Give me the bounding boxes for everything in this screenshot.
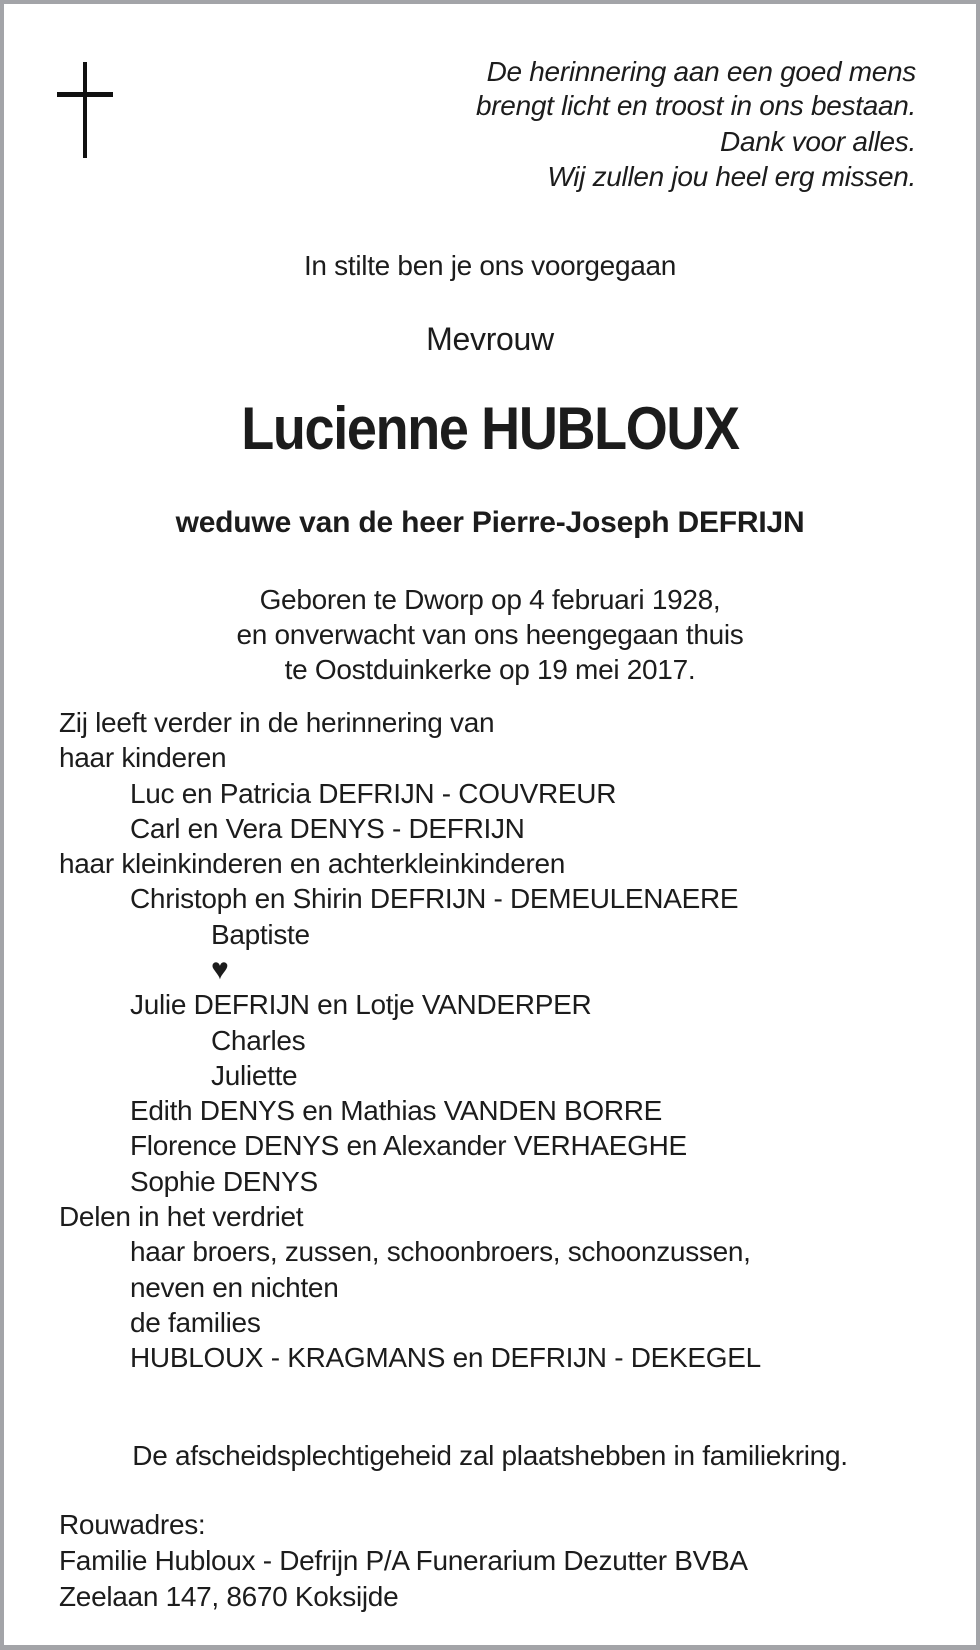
family-heading: haar kleinkinderen en achterkleinkinderen bbox=[59, 848, 566, 879]
address-label: Rouwadres: bbox=[59, 1509, 206, 1540]
family-member: haar broers, zussen, schoonbroers, schoonzussen, bbox=[130, 1236, 751, 1267]
intro-text: In stilte ben je ons voorgegaan bbox=[303, 250, 677, 281]
poem-line: brengt licht en troost in ons bestaan. bbox=[476, 90, 916, 121]
family-member: Sophie DENYS bbox=[130, 1166, 318, 1197]
birth-death-line: te Oostduinkerke op 19 mei 2017. bbox=[284, 654, 696, 685]
family-member: de families bbox=[130, 1307, 261, 1338]
salutation: Mevrouw bbox=[426, 321, 554, 357]
deceased-name: Lucienne HUBLOUX bbox=[241, 395, 739, 462]
address-line: Zeelaan 147, 8670 Koksijde bbox=[59, 1581, 399, 1612]
family-member: HUBLOUX - KRAGMANS en DEFRIJN - DEKEGEL bbox=[130, 1342, 761, 1373]
heart-icon: ♥ bbox=[211, 953, 229, 986]
family-member: Julie DEFRIJN en Lotje VANDERPER bbox=[130, 989, 592, 1020]
family-member: Baptiste bbox=[211, 919, 310, 950]
poem-line: De herinnering aan een goed mens bbox=[486, 56, 916, 87]
birth-death-line: Geboren te Dworp op 4 februari 1928, bbox=[259, 584, 721, 615]
ceremony-text: De afscheidsplechtigeheid zal plaatshebben in familiekring. bbox=[132, 1440, 848, 1471]
family-member: Christoph en Shirin DEFRIJN - DEMEULENAERE bbox=[130, 883, 739, 914]
family-heading: haar kinderen bbox=[59, 742, 227, 773]
family-heading: Zij leeft verder in de herinnering van bbox=[59, 707, 495, 738]
family-heading: Delen in het verdriet bbox=[59, 1201, 304, 1232]
widow-of: weduwe van de heer Pierre-Joseph DEFRIJN bbox=[175, 506, 805, 539]
poem-line: Dank voor alles. bbox=[720, 126, 916, 157]
family-member: Juliette bbox=[211, 1060, 298, 1091]
family-member: Charles bbox=[211, 1025, 306, 1056]
birth-death-line: en onverwacht van ons heengegaan thuis bbox=[236, 619, 744, 650]
cross-horizontal bbox=[57, 92, 113, 97]
family-member: neven en nichten bbox=[130, 1272, 339, 1303]
family-member: Luc en Patricia DEFRIJN - COUVREUR bbox=[130, 778, 617, 809]
family-member: Carl en Vera DENYS - DEFRIJN bbox=[130, 813, 525, 844]
poem-line: Wij zullen jou heel erg missen. bbox=[547, 161, 916, 192]
address-line: Familie Hubloux - Defrijn P/A Funerarium Dezutter BVBA bbox=[59, 1545, 748, 1576]
family-member: Edith DENYS en Mathias VANDEN BORRE bbox=[130, 1095, 663, 1126]
family-member: Florence DENYS en Alexander VERHAEGHE bbox=[130, 1130, 687, 1161]
cross-vertical bbox=[83, 62, 87, 158]
